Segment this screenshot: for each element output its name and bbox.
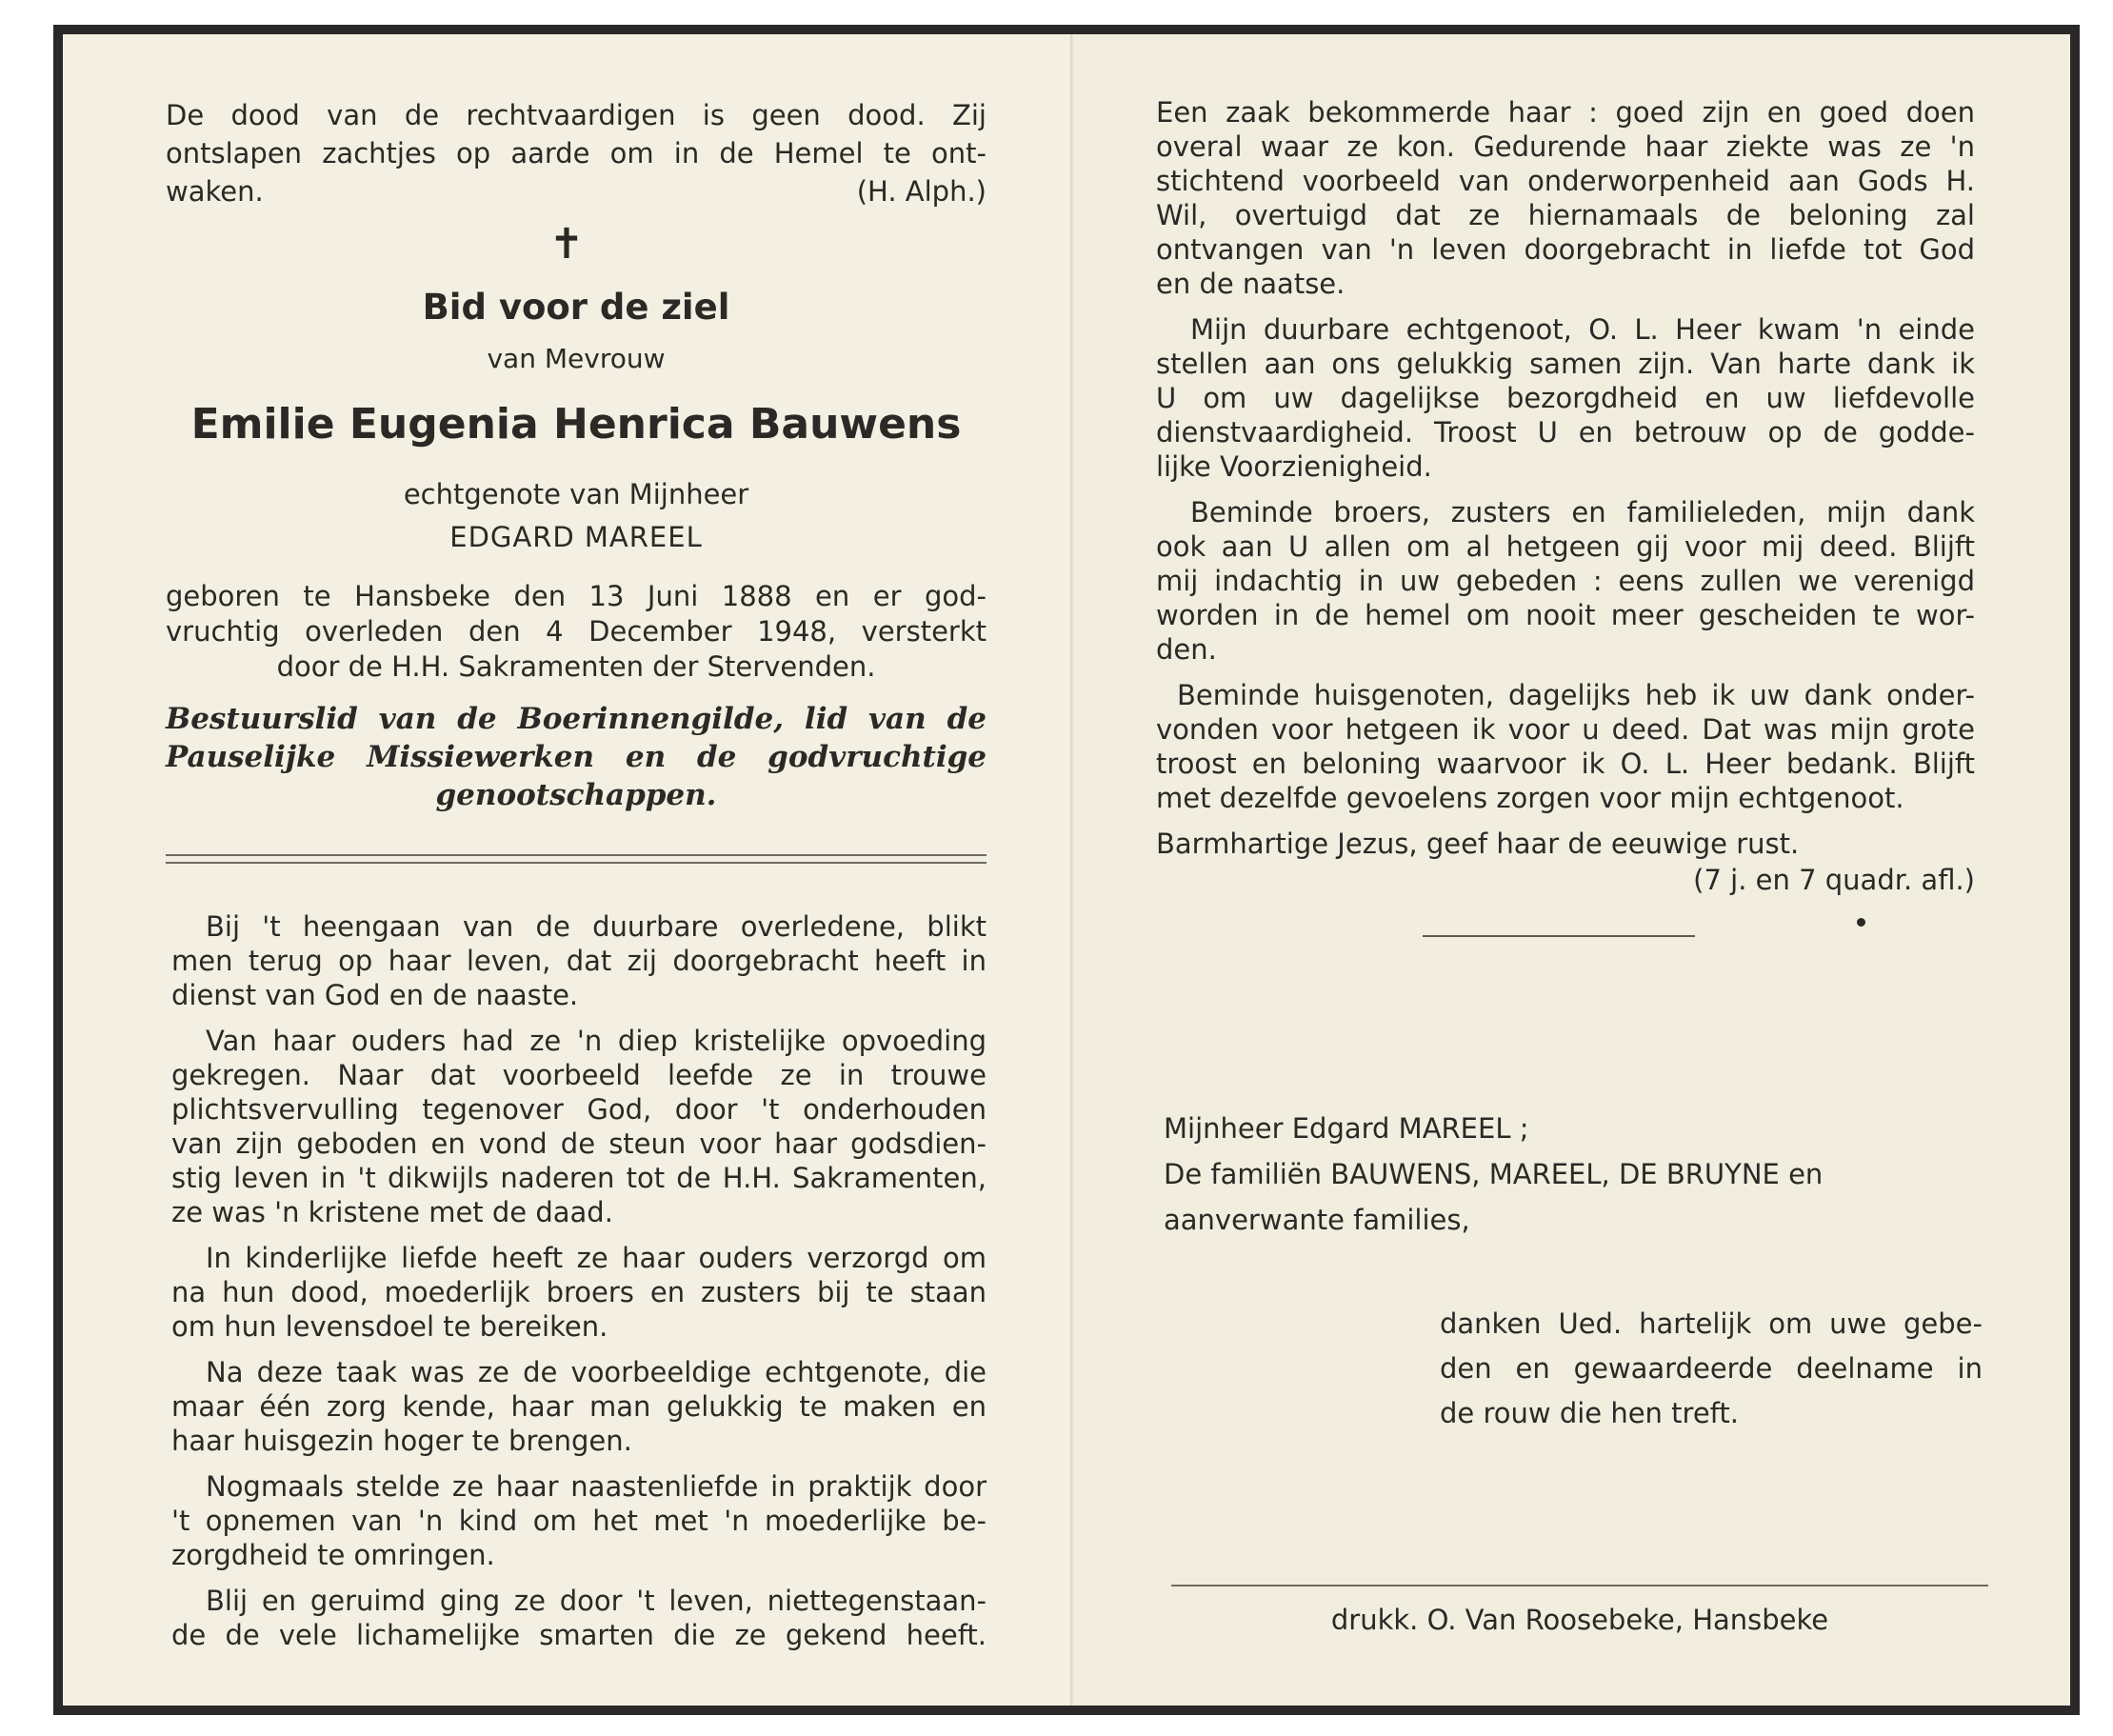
thanks-line: danken Ued. hartelijk om uwe gebe- (1440, 1307, 1983, 1340)
family-line: Mijnheer Edgard MAREEL ; (1164, 1112, 1529, 1145)
paragraph-line: dienst van God en de naaste. (171, 979, 579, 1011)
birth-death-line: door de H.H. Sakramenten der Stervenden. (276, 650, 876, 683)
paragraph-line: In kinderlijke liefde heeft ze haar ouders verzorgd om (206, 1242, 987, 1274)
divider-line (166, 854, 987, 856)
card-fold (1070, 34, 1074, 1706)
short-divider (1423, 935, 1695, 937)
paragraph-line: Een zaak bekommerde haar : goed zijn en goed doen (1156, 96, 1975, 129)
paragraph-line: de de vele lichamelijke smarten die ze gekend heeft. (171, 1619, 987, 1651)
indulgence: (7 j. en 7 quadr. afl.) (1693, 864, 1975, 896)
paragraph-line: stellen aan ons gelukkig samen zijn. Van harte dank ik (1156, 348, 1975, 380)
paragraph-line: Van haar ouders had ze 'n diep kristelijke opvoeding (206, 1025, 987, 1057)
epigraph-line: De dood van de rechtvaardigen is geen dood. Zij (166, 99, 987, 131)
paragraph-line: Beminde huisgenoten, dagelijks heb ik uw dank onder- (1177, 679, 1975, 711)
paragraph-line: Wil, overtuigd dat ze hiernamaals de beloning zal (1156, 199, 1975, 231)
paragraph-line: stig leven in 't dikwijls naderen tot de H.H. Sakramenten, (171, 1162, 987, 1194)
paragraph-line: haar huisgezin hoger te brengen. (171, 1425, 632, 1457)
paragraph (1156, 495, 1975, 667)
paragraph-line: zorgdheid te omringen. (171, 1539, 495, 1571)
family-list (1164, 1111, 1983, 1237)
cross-icon: ✝ (548, 220, 585, 269)
paragraph-line: Nogmaals stelde ze haar naastenliefde in praktijk door (206, 1470, 987, 1503)
membership-line: genootschappen. (435, 778, 717, 812)
paragraph-line: stichtend voorbeeld van onderworpenheid aan Gods H. (1156, 165, 1975, 197)
paragraph-line: Blij en geruimd ging ze door 't leven, niettegenstaan- (206, 1585, 987, 1617)
paragraph-line: ook aan U allen om al hetgeen gij voor mij deed. Blijft (1156, 530, 1975, 563)
divider-line (166, 862, 987, 864)
paragraph-line: overal waar ze kon. Gedurende haar ziekte was ze 'n (1156, 130, 1975, 163)
thanks-line: de rouw die hen treft. (1440, 1397, 1739, 1429)
paragraph-line: Beminde broers, zusters en familieleden, mijn dank (1190, 496, 1975, 529)
paragraph-line: om hun levensdoel te bereiken. (171, 1310, 608, 1343)
membership-line: Bestuurslid van de Boerinnengilde, lid van de (166, 702, 987, 736)
epigraph (166, 98, 987, 209)
birth-death-line: vruchtig overleden den 4 December 1948, versterkt (166, 615, 987, 648)
paragraph-line: Mijn duurbare echtgenoot, O. L. Heer kwam 'n einde (1190, 313, 1975, 346)
paragraph (171, 1355, 987, 1458)
printer-credit: drukk. O. Van Roosebeke, Hansbeke (1330, 1604, 1829, 1636)
paragraph-line: men terug op haar leven, dat zij doorgebracht heeft in (171, 945, 987, 977)
paragraph (171, 1584, 987, 1652)
prayer: Barmhartige Jezus, geef haar de eeuwige rust. (1156, 828, 1800, 860)
birth-death-line: geboren te Hansbeke den 13 Juni 1888 en er god- (166, 580, 987, 612)
paragraph-line: plichtsvervulling tegenover God, door 't onderhouden (171, 1093, 987, 1126)
paragraph-line: ze was 'n kristene met de daad. (171, 1196, 613, 1228)
paragraph-line: Na deze taak was ze de voorbeeldige echtgenote, die (206, 1356, 987, 1388)
paragraph-line: lijke Voorzienigheid. (1156, 450, 1432, 483)
paragraph-line: maar één zorg kende, haar man gelukkig te maken en (171, 1390, 987, 1423)
paragraph-line: den. (1156, 633, 1217, 666)
paragraph-line: mij indachtig in uw gebeden : eens zullen we verenigd (1156, 565, 1975, 597)
paragraph-line: Bij 't heengaan van de duurbare overledene, blikt (206, 910, 987, 943)
memberships (166, 700, 987, 814)
paragraph-line: met dezelfde gevoelens zorgen voor mijn echtgenoot. (1156, 782, 1904, 814)
deceased-name: Emilie Eugenia Henrica Bauwens (190, 400, 962, 449)
paragraph-line: na hun dood, moederlijk broers en zusters bij te staan (171, 1276, 987, 1308)
paragraph (1156, 312, 1975, 484)
epigraph-line: ontslapen zachtjes op aarde om in de Hemel te ont- (166, 137, 987, 170)
family-line: aanverwante families, (1164, 1204, 1470, 1236)
paragraph-line: U om uw dagelijkse bezorgdheid en uw liefdevolle (1156, 382, 1975, 414)
thanks-line: den en gewaardeerde deelname in (1440, 1352, 1983, 1385)
paragraph (171, 1241, 987, 1344)
paragraph-line: van zijn geboden en vond de steun voor haar godsdien- (171, 1127, 987, 1160)
paragraph-line: troost en beloning waarvoor ik O. L. Heer bedank. Blijft (1156, 748, 1975, 780)
paragraph-line: en de naatse. (1156, 268, 1346, 300)
paragraph (1156, 678, 1975, 815)
paragraph (171, 909, 987, 1012)
spouse-name: EDGARD MAREEL (449, 521, 703, 553)
paragraph-line: ontvangen van 'n leven doorgebracht in liefde tot God (1156, 233, 1975, 266)
spouse-intro: echtgenote van Mijnheer (403, 478, 749, 510)
family-line: De familiën BAUWENS, MAREEL, DE BRUYNE en (1164, 1158, 1824, 1190)
paragraph-line: worden in de hemel om nooit meer gescheiden te wor- (1156, 599, 1975, 631)
epigraph-line: waken. (166, 175, 264, 208)
heading: Bid voor de ziel (422, 287, 730, 328)
membership-line: Pauselijke Missiewerken en de godvruchtige (166, 740, 987, 774)
paragraph-line: 't opnemen van 'n kind om het met 'n moederlijke be- (171, 1505, 987, 1537)
thanks-block (1440, 1307, 1983, 1430)
paragraph (171, 1024, 987, 1229)
right-body (1156, 95, 1975, 897)
name-prefix: van Mevrouw (487, 343, 666, 374)
paragraph-line: dienstvaardigheid. Troost U en betrouw op de godde- (1156, 416, 1975, 449)
epigraph-source: (H. Alph.) (856, 175, 987, 208)
paragraph-line: vonden voor hetgeen ik voor u deed. Dat was mijn grote (1156, 713, 1975, 746)
paragraph-line: gekregen. Naar dat voorbeeld leefde ze in trouwe (171, 1059, 987, 1091)
birth-death (166, 579, 987, 684)
ink-spot (1857, 918, 1865, 927)
left-body (171, 909, 987, 1652)
footer-divider (1171, 1585, 1988, 1586)
paragraph (171, 1469, 987, 1572)
paragraph (1156, 95, 1975, 301)
